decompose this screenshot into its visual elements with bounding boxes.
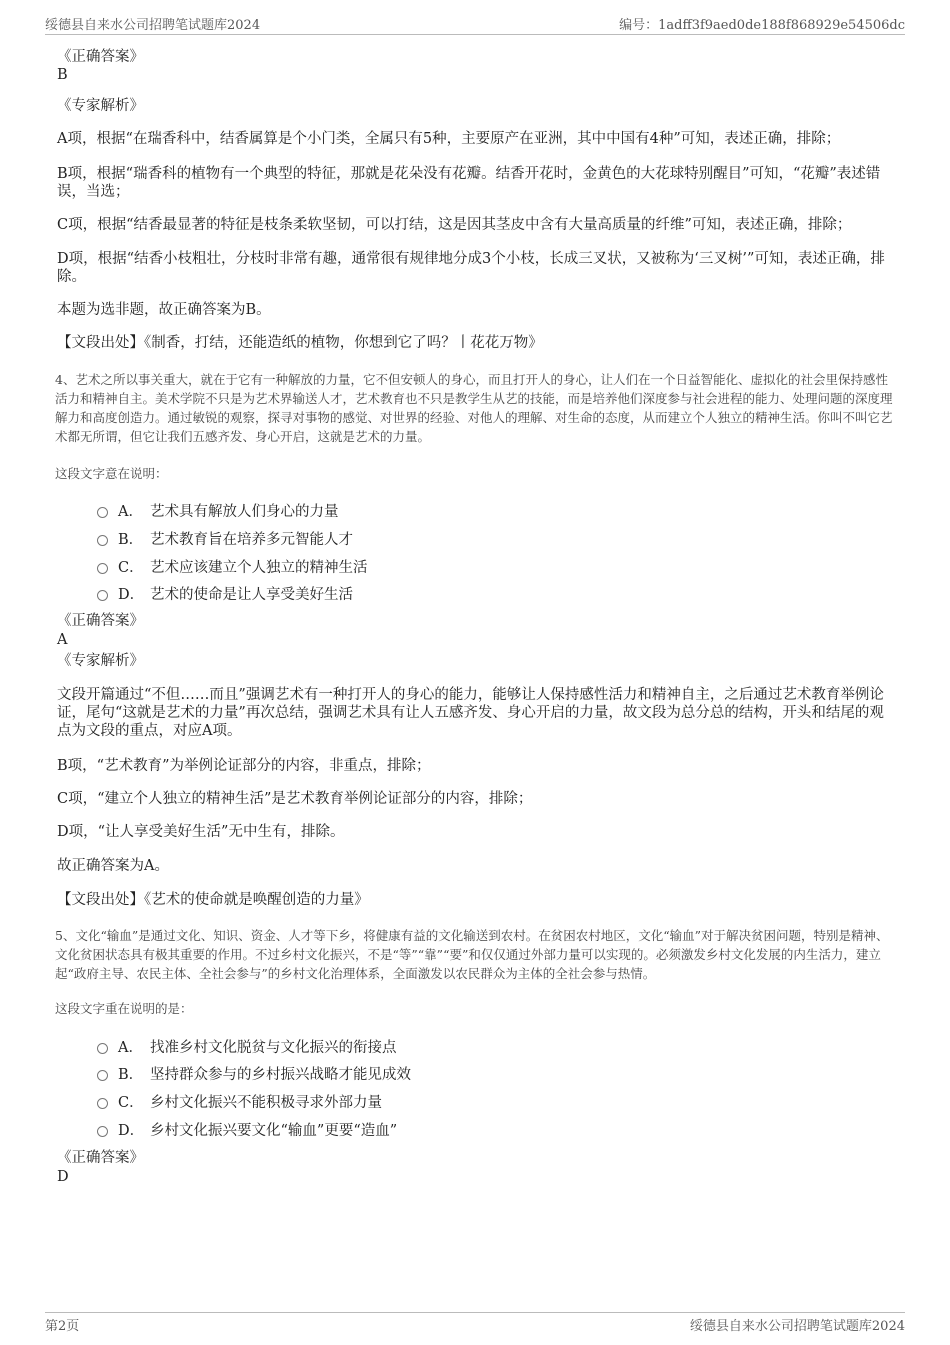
radio-icon[interactable]	[97, 590, 108, 601]
analysis-paragraph: 文段开篇通过“不但……而且”强调艺术有一种打开人的身心的能力，能够让人保持感性活力和精神自主，之后通过艺术教育举例论证，尾句“这就是艺术的力量”再次总结，强调艺术具有让人五感齐发、身心开启的力量，故文段为总分总的结构，开头和结尾的观点为文段的重点，对应A项。	[57, 687, 884, 739]
analysis-paragraph: D项，“让人享受美好生活”无中生有，排除。	[57, 824, 345, 840]
option-b[interactable]: B． 坚持群众参与的乡村振兴战略才能见成效	[97, 1063, 411, 1084]
answer-label: 《正确答案》	[57, 49, 144, 65]
document-id: 编号：1adff3f9aed0de188f868929e54506dc	[619, 18, 905, 33]
radio-icon[interactable]	[97, 535, 108, 546]
header-title: 绥德县自来水公司招聘笔试题库2024	[45, 18, 261, 33]
question-stem: 5、文化“输血”是通过文化、知识、资金、人才等下乡，将健康有益的文化输送到农村。在贫困农村地区，文化“输血”对于解决贫困问题，特别是精神、文化贫困状态具有极其重要的作用。不过乡村文化振兴，不是“等”“靠”“要”和仅仅通过外部力量可以实现的。必须激发乡村文化发展的内生活力，建立起“政府主导、农民主体、全社会参与”的乡村文化治理体系，全面激发以农民群众为主体的全社会参与热情。	[55, 928, 889, 981]
option-d[interactable]: D． 艺术的使命是让人享受美好生活	[97, 583, 353, 604]
page-number: 第2页	[45, 1319, 80, 1334]
question-prompt: 这段文字重在说明的是：	[55, 1001, 193, 1016]
option-c[interactable]: C． 艺术应该建立个人独立的精神生活	[97, 556, 368, 577]
answer-label: 《正确答案》	[57, 1150, 144, 1166]
analysis-paragraph: D项，根据“结香小枝粗壮，分枝时非常有趣，通常很有规律地分成3个小枝，长成三叉状，又被称为‘三叉树’”可知，表述正确，排除。	[57, 251, 885, 285]
page-header	[45, 14, 905, 35]
answer-label: 《正确答案》	[57, 613, 144, 629]
option-d[interactable]: D． 乡村文化振兴要文化“输血”更要“造血”	[97, 1119, 397, 1140]
source-citation: 【文段出处】《制香，打结，还能造纸的植物，你想到它了吗？丨花花万物》	[57, 335, 543, 351]
analysis-label: 《专家解析》	[57, 98, 144, 114]
analysis-paragraph: B项，根据“瑞香科的植物有一个典型的特征，那就是花朵没有花瓣。结香开花时，金黄色的大花球特别醒目”可知，“花瓣”表述错误，当选；	[57, 166, 881, 200]
analysis-conclusion: 本题为选非题，故正确答案为B。	[57, 302, 271, 318]
option-a[interactable]: A． 艺术具有解放人们身心的力量	[97, 500, 339, 521]
option-b[interactable]: B． 艺术教育旨在培养多元智能人才	[97, 528, 353, 549]
answer-value: B	[57, 67, 68, 83]
radio-icon[interactable]	[97, 563, 108, 574]
answer-value: A	[57, 632, 68, 648]
footer-title: 绥德县自来水公司招聘笔试题库2024	[689, 1319, 905, 1334]
option-a[interactable]: A． 找准乡村文化脱贫与文化振兴的衔接点	[97, 1036, 397, 1057]
source-citation: 【文段出处】《艺术的使命就是唤醒创造的力量》	[57, 892, 369, 908]
radio-icon[interactable]	[97, 1098, 108, 1109]
radio-icon[interactable]	[97, 507, 108, 518]
analysis-paragraph: C项，根据“结香最显著的特征是枝条柔软坚韧，可以打结，这是因其茎皮中含有大量高质量的纤维”可知，表述正确，排除；	[57, 217, 852, 233]
radio-icon[interactable]	[97, 1043, 108, 1054]
analysis-paragraph: B项，“艺术教育”为举例论证部分的内容，非重点，排除；	[57, 758, 431, 774]
question-stem: 4、艺术之所以事关重大，就在于它有一种解放的力量，它不但安顿人的身心，而且打开人的身心，让人们在一个日益智能化、虚拟化的社会里保持感性活力和精神自主。美术学院不只是为艺术界输送人才，艺术教育也不只是教学生从艺的技能，而是培养他们深度参与社会进程的能力、处理问题的深度理解力和高度创造力。通过敏锐的观察，探寻对事物的感觉、对世界的经验、对他人的理解、对生命的态度，从而建立个人独立的精神生活。你叫不叫它艺术都无所谓，但它让我们五感齐发、身心开启，这就是艺术的力量。	[55, 372, 893, 444]
analysis-paragraph: C项，“建立个人独立的精神生活”是艺术教育举例论证部分的内容，排除；	[57, 791, 533, 807]
radio-icon[interactable]	[97, 1070, 108, 1081]
option-c[interactable]: C． 乡村文化振兴不能积极寻求外部力量	[97, 1091, 382, 1112]
question-prompt: 这段文字意在说明：	[55, 466, 168, 481]
analysis-paragraph: A项，根据“在瑞香科中，结香属算是个小门类，全属只有5种，主要原产在亚洲，其中中国有4种”可知，表述正确，排除；	[57, 131, 841, 147]
page-footer	[45, 1312, 905, 1335]
answer-value: D	[57, 1169, 69, 1185]
analysis-conclusion: 故正确答案为A。	[57, 858, 169, 874]
analysis-label: 《专家解析》	[57, 653, 144, 669]
radio-icon[interactable]	[97, 1126, 108, 1137]
